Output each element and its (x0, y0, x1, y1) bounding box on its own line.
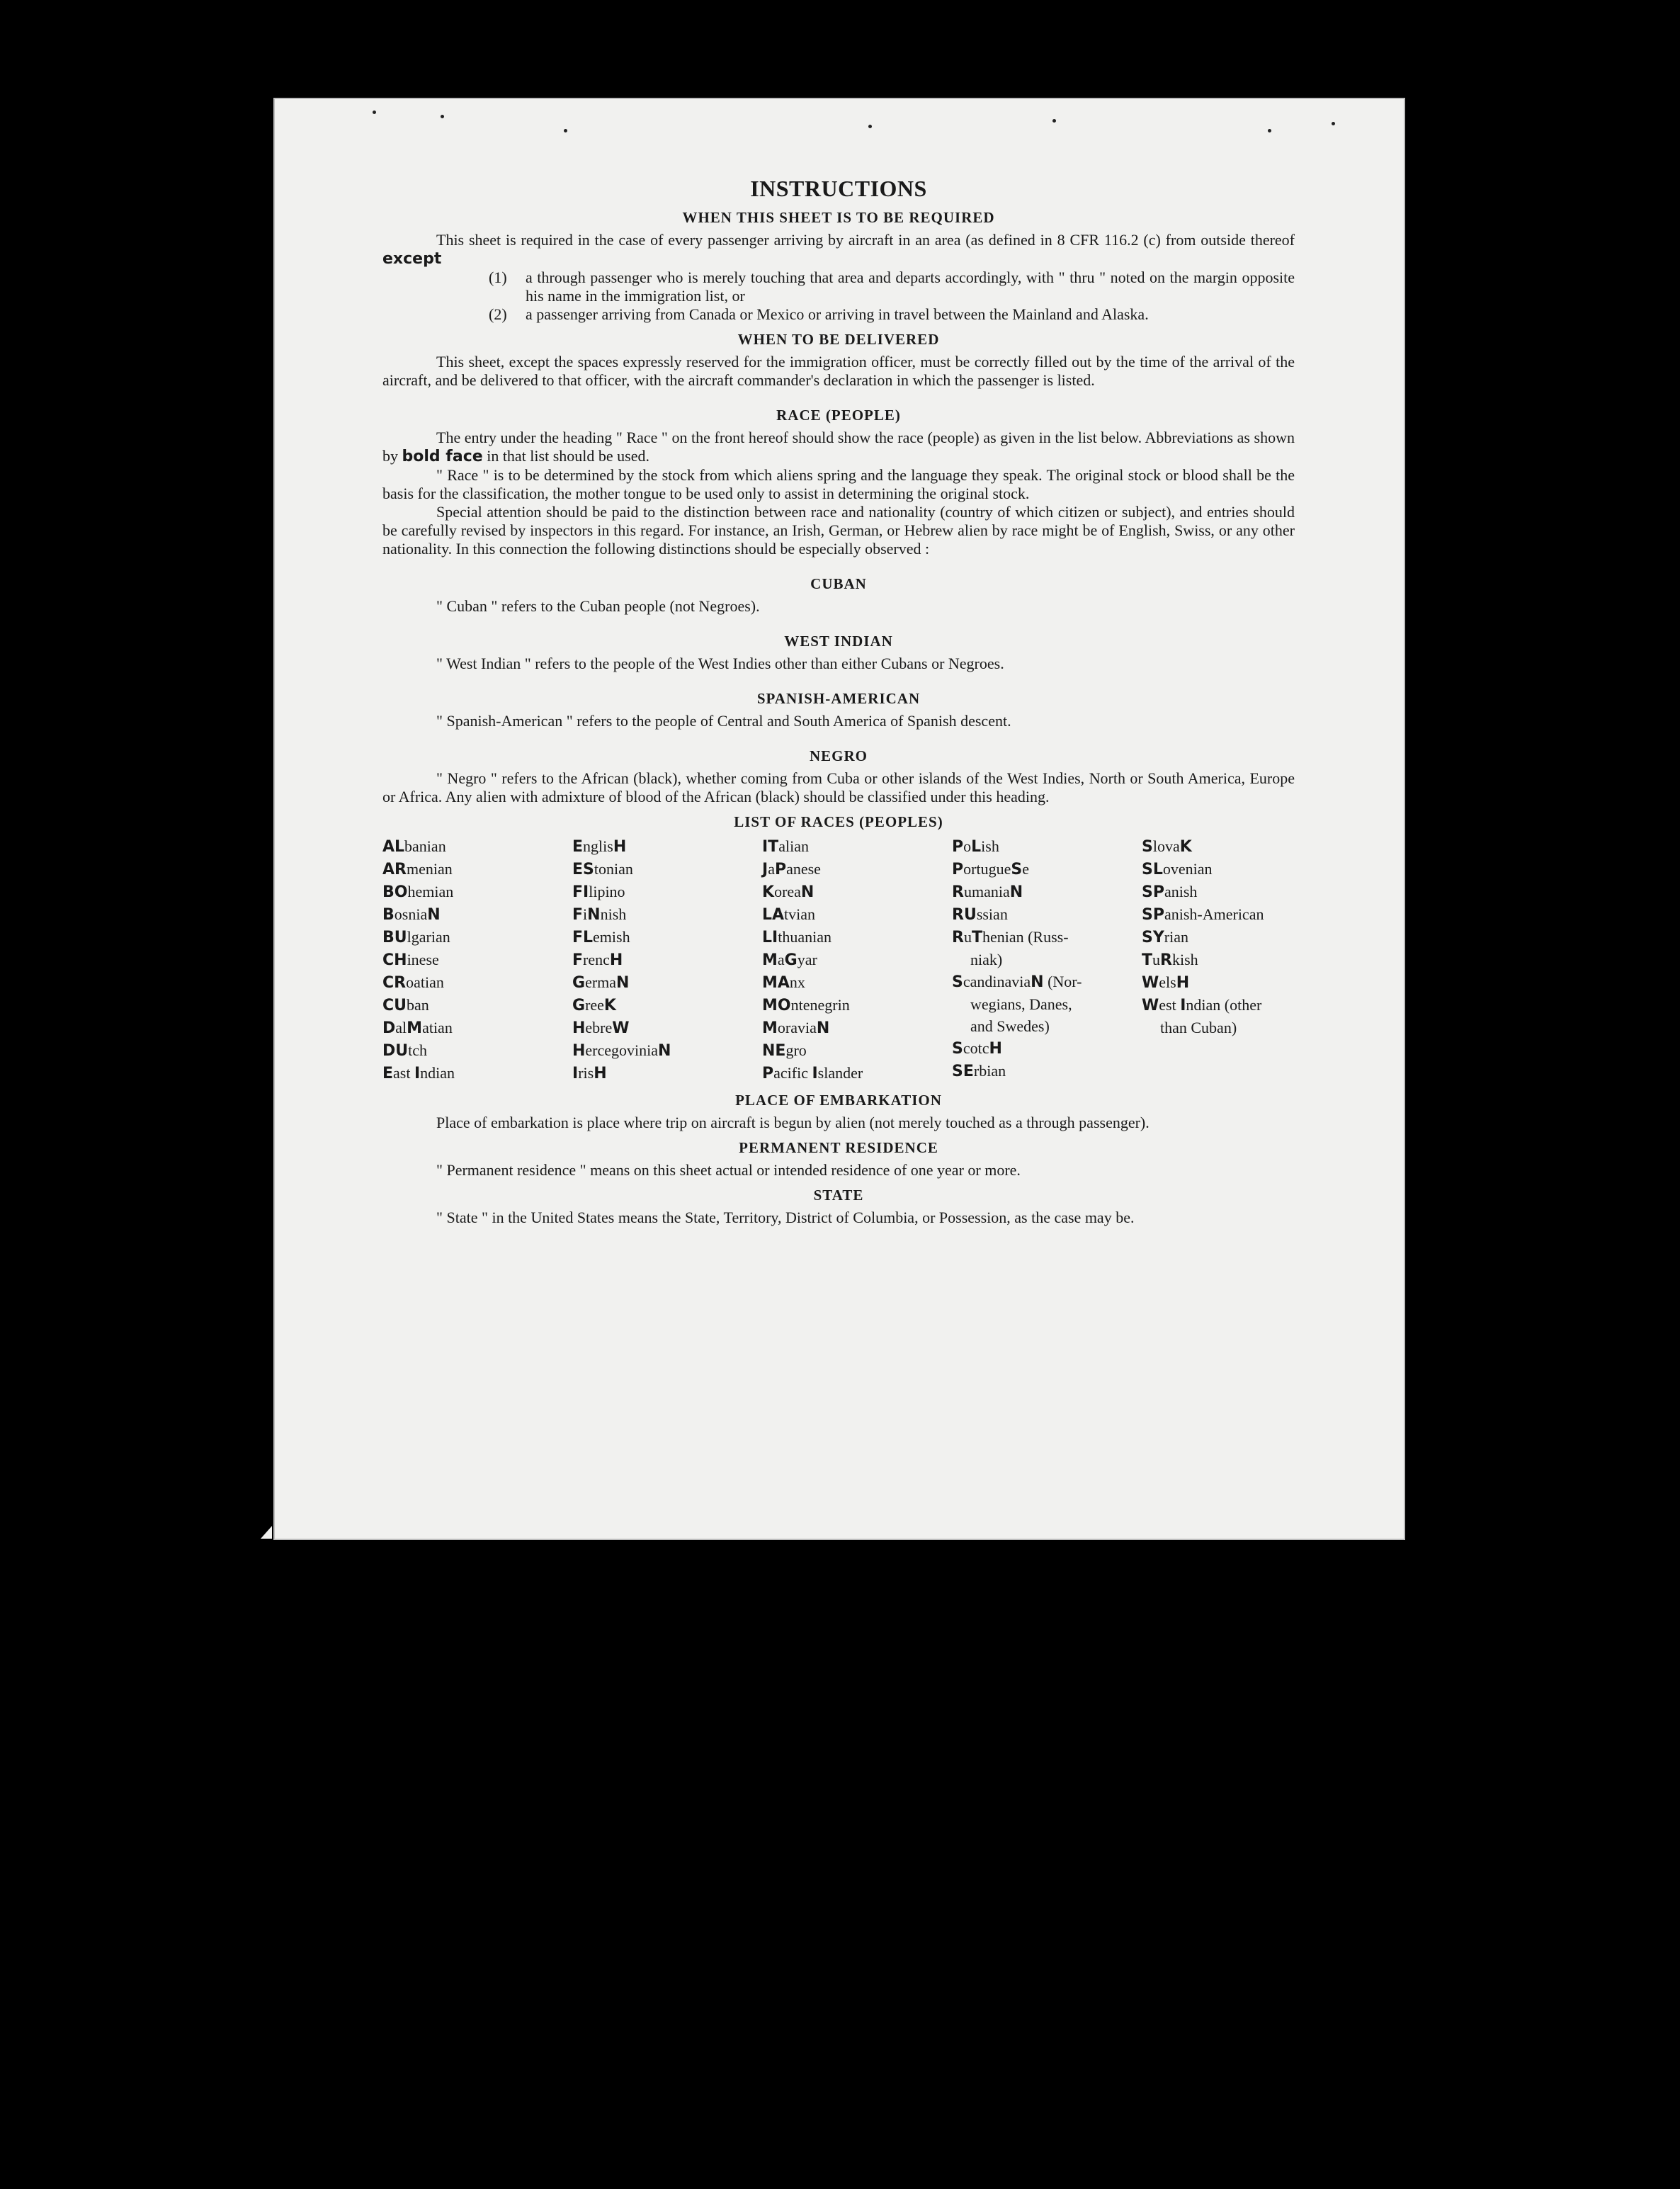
race-text: lipino (589, 883, 625, 900)
race-text: ndian (420, 1064, 455, 1082)
race-text: u (963, 928, 972, 946)
race-text-continued: than Cuban) (1160, 1019, 1237, 1036)
race-text: al (395, 1019, 407, 1036)
race-text-continued: wegians, Danes, (970, 995, 1072, 1013)
item-text: a through passenger who is merely touching that area and departs accordingly, with " thru " noted on the margin opposite his name in the immigration list, or (526, 268, 1295, 305)
race-abbreviation: R (952, 929, 964, 946)
sheet-corner (261, 1526, 272, 1539)
text: in that list should be used. (487, 447, 649, 465)
race-entry (382, 1062, 572, 1085)
race-abbreviation: I (812, 1065, 818, 1082)
race-text: menian (406, 860, 453, 878)
race-entry (572, 881, 762, 903)
race-entry (382, 881, 572, 903)
race-text: ovenian (1162, 860, 1213, 878)
race-entry (1142, 971, 1332, 994)
race-entry (762, 835, 952, 858)
race-text: orea (774, 883, 801, 900)
race-text: a (768, 860, 775, 878)
race-entry (382, 858, 572, 881)
race-abbreviation: T (971, 929, 982, 946)
race-column (382, 835, 572, 1085)
page-title: INSTRUCTIONS (750, 176, 927, 201)
race-column (1142, 835, 1332, 1085)
document-sheet (273, 98, 1405, 1540)
race-column (762, 835, 952, 1085)
race-entry (382, 1039, 572, 1062)
race-entry (572, 926, 762, 949)
list-item (489, 268, 1295, 305)
race-entry (1142, 994, 1332, 1039)
race-abbreviation: MO (762, 997, 791, 1014)
race-abbreviation: AR (382, 861, 407, 878)
paragraph-race-3: Special attention should be paid to the distinction between race and nationality (country of which citizen or subject), and entries should be carefully revised by inspectors in this regard. For instance, an Irish, German, or Hebrew alien by race might be of English, Swiss, or any other nationality. In this connection the following distinctions should be especially observed : (382, 503, 1295, 558)
paragraph-when-required (382, 231, 1295, 268)
race-text: renc (583, 951, 610, 968)
race-abbreviation: G (572, 974, 586, 992)
race-abbreviation: N (800, 883, 815, 901)
race-abbreviation: N (427, 906, 441, 924)
race-abbreviation: S (952, 1040, 963, 1058)
race-entry (762, 926, 952, 949)
race-abbreviation: H (572, 1019, 586, 1037)
race-abbreviation: K (762, 883, 775, 901)
race-abbreviation: E (382, 1065, 394, 1082)
race-abbreviation: W (1142, 997, 1159, 1014)
race-entry (572, 1062, 762, 1085)
race-column (572, 835, 762, 1085)
speck (1052, 119, 1056, 123)
race-text: inese (407, 951, 439, 968)
paragraph-embarkation: Place of embarkation is place where trip on aircraft is begun by alien (not merely touched as a through passenger). (436, 1114, 1150, 1131)
race-abbreviation: T (1142, 951, 1153, 969)
race-entry (952, 903, 1142, 926)
race-text: e (1022, 860, 1029, 878)
race-entry (762, 1062, 952, 1085)
race-abbreviation: N (816, 1019, 830, 1037)
speck (373, 111, 376, 114)
race-entry (762, 949, 952, 971)
race-text: tvian (784, 905, 816, 923)
race-text: est (1159, 996, 1181, 1014)
paragraph-spanish-american: " Spanish-American " refers to the people of Central and South America of Spanish descent. (436, 712, 1011, 730)
race-abbreviation: P (774, 861, 787, 878)
race-entry (762, 1017, 952, 1039)
race-text: ast (393, 1064, 414, 1082)
race-entry (952, 881, 1142, 903)
race-entry (382, 926, 572, 949)
race-abbreviation: FL (572, 929, 594, 946)
race-text: tch (408, 1041, 428, 1059)
race-text: banian (404, 837, 446, 855)
heading-residence: PERMANENT RESIDENCE (739, 1139, 938, 1156)
race-abbreviation: CR (382, 974, 407, 992)
race-abbreviation: P (952, 838, 964, 856)
race-abbreviation: K (603, 997, 616, 1014)
race-abbreviation: IT (762, 838, 779, 856)
race-text: lgarian (407, 928, 450, 946)
heading-cuban: CUBAN (810, 575, 867, 592)
race-text: ndian (other (1186, 996, 1262, 1014)
race-abbreviation: NE (762, 1042, 786, 1060)
race-list (382, 835, 1295, 1085)
race-abbreviation: S (952, 973, 963, 991)
race-text: (Nor- (1043, 973, 1082, 990)
race-entry (762, 1039, 952, 1062)
race-entry (572, 971, 762, 994)
race-abbreviation: SE (952, 1063, 974, 1080)
paragraph-when-delivered: This sheet, except the spaces expressly reserved for the immigration officer, must be correctly filled out by the time of the arrival of the aircraft, and be delivered to that officer, with the aircraft commander's declaration in which the passenger is listed. (382, 353, 1295, 389)
race-abbreviation: M (762, 951, 778, 969)
race-abbreviation: L (971, 838, 982, 856)
race-text: ree (585, 996, 604, 1014)
race-entry (1142, 858, 1332, 881)
heading-state: STATE (813, 1187, 864, 1204)
race-abbreviation: R (952, 883, 964, 901)
race-abbreviation: D (382, 1019, 396, 1037)
race-text: rian (1164, 928, 1188, 946)
race-entry (952, 926, 1142, 971)
speck (868, 125, 872, 128)
race-text: ban (407, 996, 429, 1014)
list-item (489, 305, 1295, 324)
race-text: a (777, 951, 785, 968)
race-text: cotc (963, 1039, 989, 1057)
race-abbreviation: SY (1142, 929, 1164, 946)
race-entry (572, 903, 762, 926)
race-abbreviation: H (594, 1065, 607, 1082)
race-abbreviation: AL (382, 838, 405, 856)
race-abbreviation: FI (572, 883, 589, 901)
race-abbreviation: H (609, 951, 623, 969)
emphasis: bold face (402, 448, 483, 465)
paragraph-race-1 (382, 429, 1295, 466)
race-entry (952, 971, 1142, 1037)
race-abbreviation: H (613, 838, 627, 856)
race-text: els (1159, 973, 1176, 991)
race-text: yar (797, 951, 817, 968)
race-text: oravia (777, 1019, 817, 1036)
race-entry (382, 971, 572, 994)
race-abbreviation: H (572, 1042, 586, 1060)
race-entry (762, 971, 952, 994)
race-abbreviation: M (407, 1019, 423, 1037)
race-text: o (963, 837, 972, 855)
race-abbreviation: S (1011, 861, 1023, 878)
race-text: hemian (407, 883, 454, 900)
race-abbreviation: R (1160, 951, 1172, 969)
race-text: ercegovinia (585, 1041, 659, 1059)
race-abbreviation: H (1176, 974, 1190, 992)
race-abbreviation: F (572, 906, 584, 924)
race-abbreviation: P (762, 1065, 774, 1082)
race-column (952, 835, 1142, 1085)
race-entry (382, 994, 572, 1017)
race-text: ish (981, 837, 999, 855)
race-text: lova (1152, 837, 1180, 855)
race-entry (382, 949, 572, 971)
race-text: ssian (976, 905, 1008, 923)
race-text: acific (773, 1064, 812, 1082)
race-abbreviation: E (572, 838, 584, 856)
race-text: anese (786, 860, 821, 878)
race-abbreviation: BU (382, 929, 407, 946)
paragraph-race-2: " Race " is to be determined by the stock from which aliens spring and the language they speak. The original stock or blood shall be the basis for the classification, the mother tongue to be used only to assist in determining the original stock. (382, 466, 1295, 502)
race-text: kish (1171, 951, 1198, 968)
heading-negro: NEGRO (809, 747, 868, 764)
race-text: umania (963, 883, 1010, 900)
heading-race: RACE (PEOPLE) (776, 407, 901, 424)
race-text-continued: and Swedes) (970, 1017, 1050, 1035)
race-text: slander (817, 1064, 863, 1082)
heading-list-of-races: LIST OF RACES (PEOPLES) (734, 813, 943, 830)
race-abbreviation: W (1142, 974, 1159, 992)
race-abbreviation: P (952, 861, 964, 878)
race-text: ris (578, 1064, 594, 1082)
race-abbreviation: I (1180, 997, 1186, 1014)
paragraph-state: " State " in the United States means the State, Territory, District of Columbia, or Possession, as the case may be. (436, 1209, 1135, 1226)
race-abbreviation: H (989, 1040, 1002, 1058)
race-entry (382, 1017, 572, 1039)
race-abbreviation: LI (762, 929, 778, 946)
race-abbreviation: G (784, 951, 798, 969)
race-entry (1142, 835, 1332, 858)
paragraph-cuban: " Cuban " refers to the Cuban people (not Negroes). (436, 597, 760, 615)
item-number: (2) (489, 305, 507, 323)
paragraph-west-indian: " West Indian " refers to the people of the West Indies other than either Cubans or Negroes. (436, 655, 1004, 672)
race-text: ntenegrin (790, 996, 850, 1014)
text: This sheet is required in the case of every passenger arriving by aircraft in an area (as defined in 8 CFR 116.2 (c) from outside thereof (436, 231, 1295, 249)
race-abbreviation: M (762, 1019, 778, 1037)
race-text: atian (422, 1019, 453, 1036)
race-abbreviation: SP (1142, 883, 1164, 901)
race-abbreviation: LA (762, 906, 785, 924)
race-text: nx (789, 973, 805, 991)
race-entry (762, 903, 952, 926)
race-text: ebre (585, 1019, 613, 1036)
race-text: erma (585, 973, 617, 991)
race-entry (1142, 881, 1332, 903)
race-text-continued: niak) (970, 951, 1003, 968)
heading-when-required: WHEN THIS SHEET IS TO BE REQUIRED (682, 209, 995, 226)
race-abbreviation: N (1009, 883, 1023, 901)
race-abbreviation: CU (382, 997, 407, 1014)
race-text: emish (593, 928, 630, 946)
race-text: i (583, 905, 588, 923)
race-abbreviation: BO (382, 883, 408, 901)
race-text: gro (785, 1041, 807, 1059)
race-text: u (1152, 951, 1161, 968)
race-text: nglis (583, 837, 613, 855)
race-entry (572, 858, 762, 881)
race-text: candinavia (963, 973, 1031, 990)
race-abbreviation: DU (382, 1042, 409, 1060)
race-entry (1142, 926, 1332, 949)
item-text: a passenger arriving from Canada or Mexico or arriving in travel between the Mainland and Alaska. (526, 305, 1149, 323)
text: The entry under the heading " Race " on the front hereof should show the race (people) as given in the list below. Abbreviations as shown by (382, 429, 1295, 465)
race-entry (382, 903, 572, 926)
speck (1268, 129, 1271, 132)
heading-embarkation: PLACE OF EMBARKATION (735, 1092, 942, 1109)
emphasis: except (382, 250, 442, 268)
race-entry (952, 1037, 1142, 1060)
race-abbreviation: SP (1142, 906, 1164, 924)
race-abbreviation: SL (1142, 861, 1163, 878)
race-text: tonian (594, 860, 633, 878)
race-entry (952, 858, 1142, 881)
race-entry (572, 1017, 762, 1039)
race-abbreviation: J (762, 861, 768, 878)
race-abbreviation: CH (382, 951, 407, 969)
race-entry (572, 994, 762, 1017)
race-text: henian (Russ- (982, 928, 1069, 946)
race-abbreviation: I (572, 1065, 579, 1082)
race-abbreviation: B (382, 906, 395, 924)
race-abbreviation: N (1031, 973, 1044, 991)
race-entry (1142, 903, 1332, 926)
race-abbreviation: ES (572, 861, 594, 878)
race-text: anish-American (1164, 905, 1264, 923)
race-entry (952, 835, 1142, 858)
heading-when-delivered: WHEN TO BE DELIVERED (737, 331, 940, 348)
race-entry (762, 858, 952, 881)
race-text: thuanian (778, 928, 832, 946)
race-abbreviation: N (658, 1042, 671, 1060)
race-entry (572, 949, 762, 971)
race-entry (572, 1039, 762, 1062)
race-text: oatian (406, 973, 444, 991)
race-entry (762, 881, 952, 903)
race-abbreviation: S (1142, 838, 1153, 856)
race-abbreviation: RU (952, 906, 977, 924)
document-body (382, 176, 1295, 1227)
speck (1332, 122, 1335, 125)
race-text: osnia (394, 905, 428, 923)
race-abbreviation: I (414, 1065, 421, 1082)
speck (441, 115, 444, 118)
race-entry (1142, 949, 1332, 971)
race-abbreviation: MA (762, 974, 790, 992)
race-abbreviation: W (612, 1019, 630, 1037)
race-abbreviation: K (1179, 838, 1192, 856)
heading-spanish-american: SPANISH-AMERICAN (756, 690, 921, 707)
race-text: ortugue (963, 860, 1011, 878)
race-entry (382, 835, 572, 858)
race-entry (762, 994, 952, 1017)
race-text: alian (778, 837, 809, 855)
speck (564, 129, 567, 132)
race-text: anish (1164, 883, 1198, 900)
race-abbreviation: N (587, 906, 601, 924)
race-text: nish (600, 905, 627, 923)
paragraph-negro: " Negro " refers to the African (black), whether coming from Cuba or other islands of the West Indies, North or South America, Europe or Africa. Any alien with admixture of blood of the African (black) should be classified under this heading. (382, 769, 1295, 805)
race-abbreviation: G (572, 997, 586, 1014)
race-abbreviation: F (572, 951, 584, 969)
heading-west-indian: WEST INDIAN (784, 633, 893, 650)
race-entry (572, 835, 762, 858)
race-abbreviation: N (616, 974, 630, 992)
item-number: (1) (489, 268, 507, 286)
race-entry (952, 1060, 1142, 1082)
race-text: rbian (973, 1062, 1006, 1080)
paragraph-residence: " Permanent residence " means on this sheet actual or intended residence of one year or more. (436, 1161, 1021, 1179)
